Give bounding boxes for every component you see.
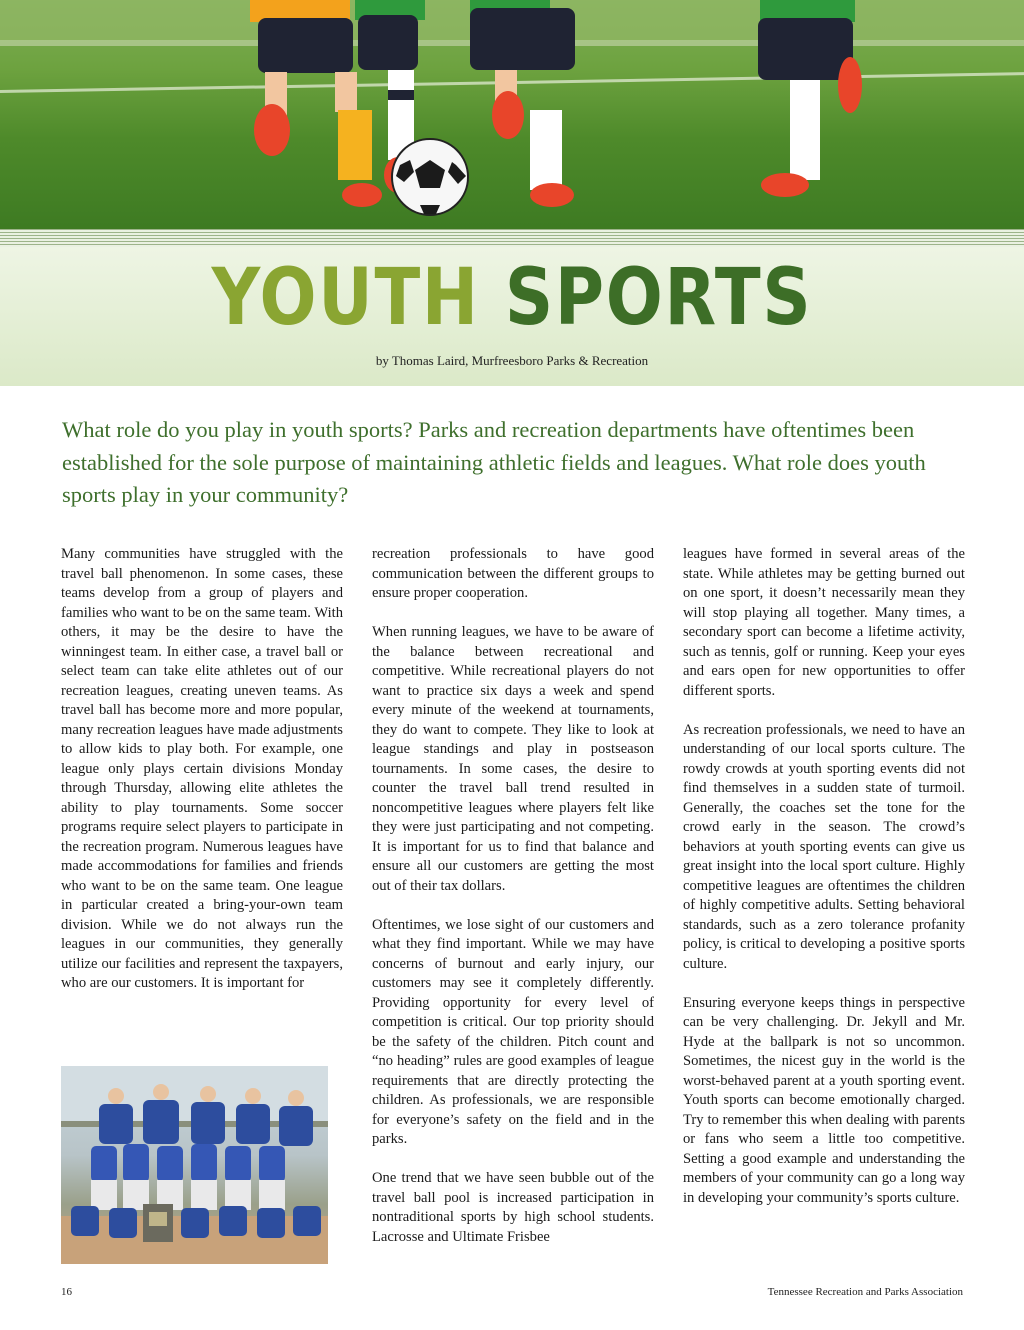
publication-name: Tennessee Recreation and Parks Association: [767, 1286, 963, 1298]
intro-paragraph: What role do you play in youth sports? Parks and recreation departments have oftentimes been established for the sole purpose of maintaining athletic fields and leagues. What role does youth sports play in your community?: [62, 417, 926, 507]
column-3: [683, 545, 965, 1228]
title-band: [0, 247, 1024, 386]
page-title: [72, 253, 953, 343]
column-2-paragraph-3: Oftentimes, we lose sight of our customers and what they find important. While we may have concerns of burnout and early injury, our customers may see it completely differently. Providing opportunity for every level of competition is critical. Our top priority should be the safety of the children. Pitch count and “no heading” rules are good examples of league requirements that are directly protecting the children. As professionals, we are responsible for everyone’s safety on the field and in the parks.: [372, 916, 654, 1147]
decorative-stripes: [0, 229, 1024, 247]
baseball-team-illustration: [61, 1066, 328, 1264]
column-3-paragraph-3: Ensuring everyone keeps things in perspective can be very challenging. Dr. Jekyll and Mr. Hyde at the ballpark is not so uncommon. Sometimes, the nicest guy in the world is the worst-behaved parent at a youth sporting event. Youth sports can become emotionally charged. Try to remember this when dealing with parents or fans who seem a little too competitive. Setting a good example and understanding the members of your community can go a long way in developing your community’s sports culture.: [683, 994, 965, 1206]
hero-photo: [0, 0, 1024, 232]
team-photo: [61, 1066, 328, 1264]
title-word-sports: SPORTS: [504, 253, 813, 343]
title-word-youth: YOUTH: [211, 253, 480, 343]
column-2-paragraph-4: One trend that we have seen bubble out of the travel ball pool is increased participation in nontraditional sports by high school students. Lacrosse and Ultimate Frisbee: [372, 1170, 654, 1245]
column-2-paragraph-1: recreation professionals to have good communication between the different groups to ensure proper cooperation.: [372, 546, 654, 601]
column-1: [61, 545, 343, 1013]
column-2: [372, 545, 654, 1267]
column-2-paragraph-2: When running leagues, we have to be aware of the balance between recreational and competitive. While recreational players do not want to practice six days a week and spend every minute of the weekend at tournaments, they do want to compete. They like to look at league standings and play in postseason tournaments. In some cases, the desire to counter the travel ball trend resulted in noncompetitive leagues where players felt like they were just participating and not competing. It is important for us to find that balance and ensure all our customers are getting the most out of their tax dollars.: [372, 624, 654, 894]
soccer-players-illustration: [0, 0, 1024, 232]
column-1-paragraph-1: Many communities have struggled with the travel ball phenomenon. In some cases, these teams develop from a group of players and families who want to be on the same team. With others, it may be the desire to have the winningest team. In either case, a travel ball or select team can take elite athletes out of our recreation leagues, creating uneven teams. As travel ball has become more and more popular, many recreation leagues have made adjustments to allow kids to play both. For example, one league only plays certain divisions Monday through Thursday, allowing elite athletes the ability to play tournaments. Some soccer programs require select players to participate in the recreation program. Numerous leagues have made accommodations for families and friends who want to be on the same team. One league in particular created a bring-your-own team division. While we do not always run the leagues in our communities, they generally utilize our facilities and represent the taxpayers, who are our customers. It is important for: [61, 546, 343, 991]
column-3-paragraph-1: leagues have formed in several areas of the state. While athletes may be getting burned out on one sport, it doesn’t necessarily mean they will stop playing all together. Many times, a secondary sport can become a lifetime activity, such as tennis, golf or running. Keep your eyes and ears open for new opportunities to offer different sports.: [683, 546, 965, 699]
column-3-paragraph-2: As recreation professionals, we need to have an understanding of our local sports culture. The rowdy crowds at youth sporting events did not find themselves in a sudden state of turmoil. Generally, the coaches set the tone for the crowd early in the season. The crowd’s behaviors at youth sporting events can give us great insight into the local sport culture. Highly competitive leagues are oftentimes the children of highly competitive adults. Setting behavioral standards, such as a zero tolerance profanity policy, is critical to developing a positive sports culture.: [683, 721, 965, 972]
page-number: 16: [61, 1286, 72, 1298]
byline: by Thomas Laird, Murfreesboro Parks & Recreation: [375, 353, 649, 368]
